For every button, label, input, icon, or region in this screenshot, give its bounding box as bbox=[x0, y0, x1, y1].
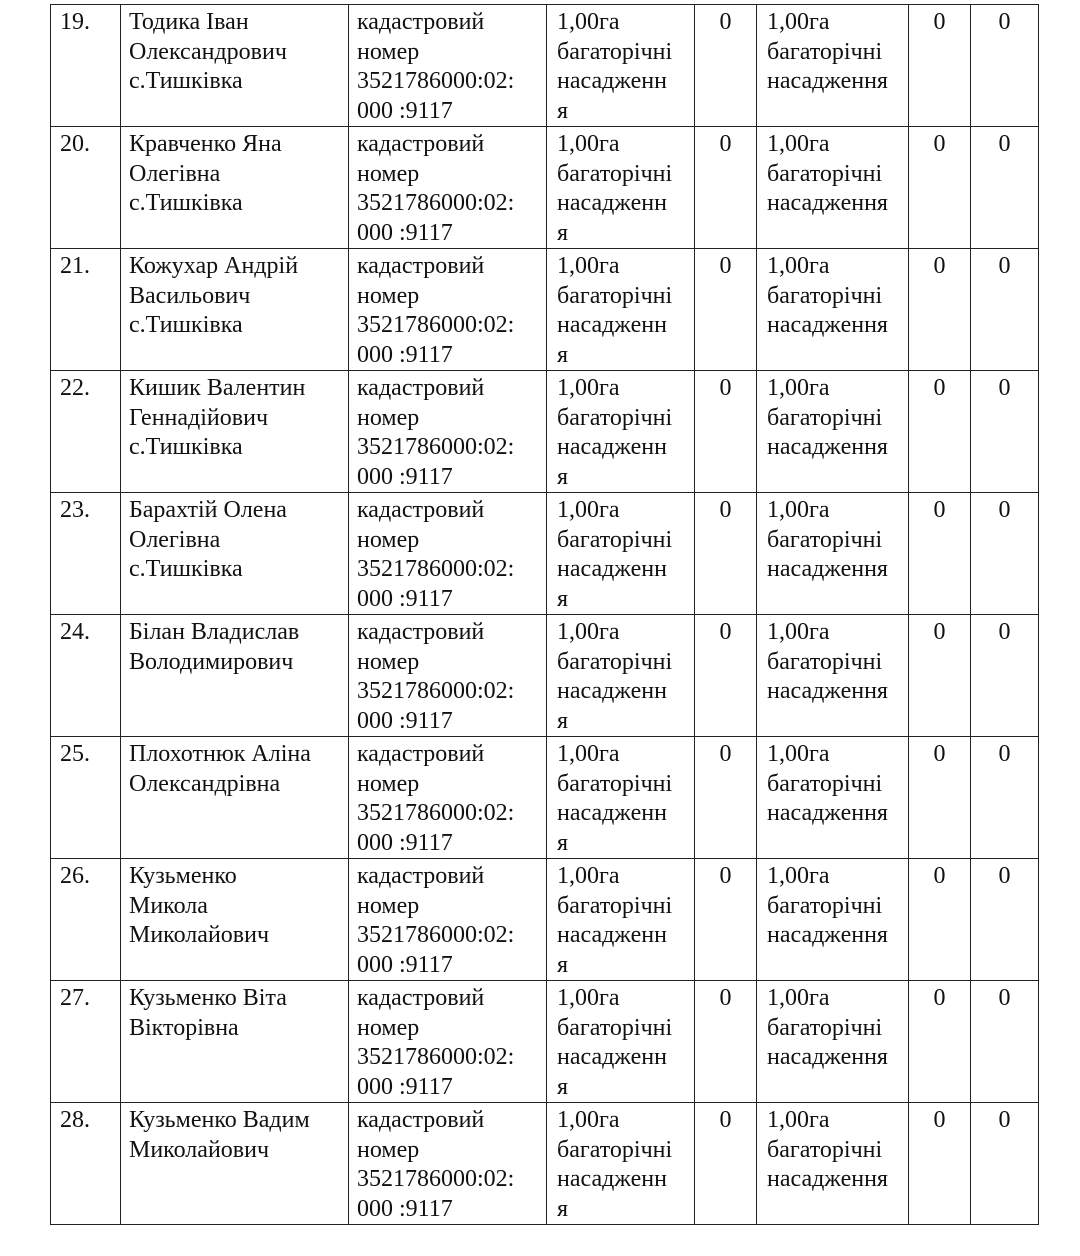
plot-area-cell-2: 1,00га багаторічні насадження bbox=[757, 249, 909, 371]
value-cell-1: 0 bbox=[695, 249, 757, 371]
plot-area-cell-2: 1,00га багаторічні насадження bbox=[757, 127, 909, 249]
value-cell-3: 0 bbox=[971, 127, 1039, 249]
value-cell-3: 0 bbox=[971, 859, 1039, 981]
plot-area-cell: 1,00га багаторічні насадженн я bbox=[547, 249, 695, 371]
cadastral-number-cell: кадастровий номер 3521786000:02: 000 :9117 bbox=[349, 493, 547, 615]
value-cell-3: 0 bbox=[971, 737, 1039, 859]
owner-name-cell: Барахтій Олена Олегівна с.Тишківка bbox=[121, 493, 349, 615]
value-cell-1: 0 bbox=[695, 371, 757, 493]
table-row bbox=[51, 5, 1039, 127]
row-number-cell: 22. bbox=[51, 371, 121, 493]
row-number-cell: 24. bbox=[51, 615, 121, 737]
table-body bbox=[51, 5, 1039, 1225]
value-cell-2: 0 bbox=[909, 127, 971, 249]
value-cell-2: 0 bbox=[909, 249, 971, 371]
cadastral-number-cell: кадастровий номер 3521786000:02: 000 :9117 bbox=[349, 1103, 547, 1225]
row-number-cell: 27. bbox=[51, 981, 121, 1103]
plot-area-cell-2: 1,00га багаторічні насадження bbox=[757, 1103, 909, 1225]
table-row bbox=[51, 371, 1039, 493]
value-cell-2: 0 bbox=[909, 5, 971, 127]
table-row bbox=[51, 981, 1039, 1103]
value-cell-2: 0 bbox=[909, 1103, 971, 1225]
value-cell-1: 0 bbox=[695, 737, 757, 859]
plot-area-cell: 1,00га багаторічні насадженн я bbox=[547, 981, 695, 1103]
value-cell-1: 0 bbox=[695, 615, 757, 737]
cadastral-number-cell: кадастровий номер 3521786000:02: 000 :9117 bbox=[349, 737, 547, 859]
table-row bbox=[51, 1103, 1039, 1225]
value-cell-3: 0 bbox=[971, 5, 1039, 127]
plot-area-cell-2: 1,00га багаторічні насадження bbox=[757, 981, 909, 1103]
land-plots-table bbox=[50, 4, 1039, 1225]
owner-name-cell: Кузьменко Микола Миколайович bbox=[121, 859, 349, 981]
plot-area-cell: 1,00га багаторічні насадженн я bbox=[547, 493, 695, 615]
cadastral-number-cell: кадастровий номер 3521786000:02: 000 :9117 bbox=[349, 127, 547, 249]
value-cell-1: 0 bbox=[695, 1103, 757, 1225]
row-number-cell: 19. bbox=[51, 5, 121, 127]
plot-area-cell-2: 1,00га багаторічні насадження bbox=[757, 5, 909, 127]
value-cell-1: 0 bbox=[695, 493, 757, 615]
plot-area-cell: 1,00га багаторічні насадженн я bbox=[547, 737, 695, 859]
row-number-cell: 20. bbox=[51, 127, 121, 249]
plot-area-cell-2: 1,00га багаторічні насадження bbox=[757, 859, 909, 981]
row-number-cell: 26. bbox=[51, 859, 121, 981]
plot-area-cell-2: 1,00га багаторічні насадження bbox=[757, 493, 909, 615]
plot-area-cell-2: 1,00га багаторічні насадження bbox=[757, 371, 909, 493]
plot-area-cell-2: 1,00га багаторічні насадження bbox=[757, 615, 909, 737]
row-number-cell: 28. bbox=[51, 1103, 121, 1225]
plot-area-cell: 1,00га багаторічні насадженн я bbox=[547, 615, 695, 737]
table-row bbox=[51, 737, 1039, 859]
value-cell-1: 0 bbox=[695, 127, 757, 249]
plot-area-cell: 1,00га багаторічні насадженн я bbox=[547, 1103, 695, 1225]
table-row bbox=[51, 859, 1039, 981]
cadastral-number-cell: кадастровий номер 3521786000:02: 000 :9117 bbox=[349, 615, 547, 737]
value-cell-2: 0 bbox=[909, 493, 971, 615]
plot-area-cell-2: 1,00га багаторічні насадження bbox=[757, 737, 909, 859]
value-cell-2: 0 bbox=[909, 859, 971, 981]
owner-name-cell: Кузьменко Віта Вікторівна bbox=[121, 981, 349, 1103]
table-row bbox=[51, 127, 1039, 249]
owner-name-cell: Кузьменко Вадим Миколайович bbox=[121, 1103, 349, 1225]
value-cell-3: 0 bbox=[971, 249, 1039, 371]
plot-area-cell: 1,00га багаторічні насадженн я bbox=[547, 127, 695, 249]
table-row bbox=[51, 249, 1039, 371]
row-number-cell: 23. bbox=[51, 493, 121, 615]
cadastral-number-cell: кадастровий номер 3521786000:02: 000 :9117 bbox=[349, 371, 547, 493]
value-cell-2: 0 bbox=[909, 371, 971, 493]
owner-name-cell: Кишик Валентин Геннадійович с.Тишківка bbox=[121, 371, 349, 493]
value-cell-1: 0 bbox=[695, 981, 757, 1103]
table-row bbox=[51, 493, 1039, 615]
cadastral-number-cell: кадастровий номер 3521786000:02: 000 :9117 bbox=[349, 859, 547, 981]
cadastral-number-cell: кадастровий номер 3521786000:02: 000 :9117 bbox=[349, 249, 547, 371]
plot-area-cell: 1,00га багаторічні насадженн я bbox=[547, 371, 695, 493]
cadastral-number-cell: кадастровий номер 3521786000:02: 000 :9117 bbox=[349, 981, 547, 1103]
value-cell-3: 0 bbox=[971, 981, 1039, 1103]
owner-name-cell: Плохотнюк Аліна Олександрівна bbox=[121, 737, 349, 859]
value-cell-3: 0 bbox=[971, 1103, 1039, 1225]
value-cell-2: 0 bbox=[909, 737, 971, 859]
value-cell-1: 0 bbox=[695, 859, 757, 981]
row-number-cell: 25. bbox=[51, 737, 121, 859]
plot-area-cell: 1,00га багаторічні насадженн я bbox=[547, 5, 695, 127]
owner-name-cell: Кожухар Андрій Васильович с.Тишківка bbox=[121, 249, 349, 371]
value-cell-2: 0 bbox=[909, 615, 971, 737]
value-cell-1: 0 bbox=[695, 5, 757, 127]
owner-name-cell: Кравченко Яна Олегівна с.Тишківка bbox=[121, 127, 349, 249]
plot-area-cell: 1,00га багаторічні насадженн я bbox=[547, 859, 695, 981]
owner-name-cell: Білан Владислав Володимирович bbox=[121, 615, 349, 737]
value-cell-3: 0 bbox=[971, 615, 1039, 737]
value-cell-3: 0 bbox=[971, 493, 1039, 615]
value-cell-3: 0 bbox=[971, 371, 1039, 493]
table-row bbox=[51, 615, 1039, 737]
value-cell-2: 0 bbox=[909, 981, 971, 1103]
cadastral-number-cell: кадастровий номер 3521786000:02: 000 :9117 bbox=[349, 5, 547, 127]
row-number-cell: 21. bbox=[51, 249, 121, 371]
owner-name-cell: Тодика Іван Олександрович с.Тишківка bbox=[121, 5, 349, 127]
